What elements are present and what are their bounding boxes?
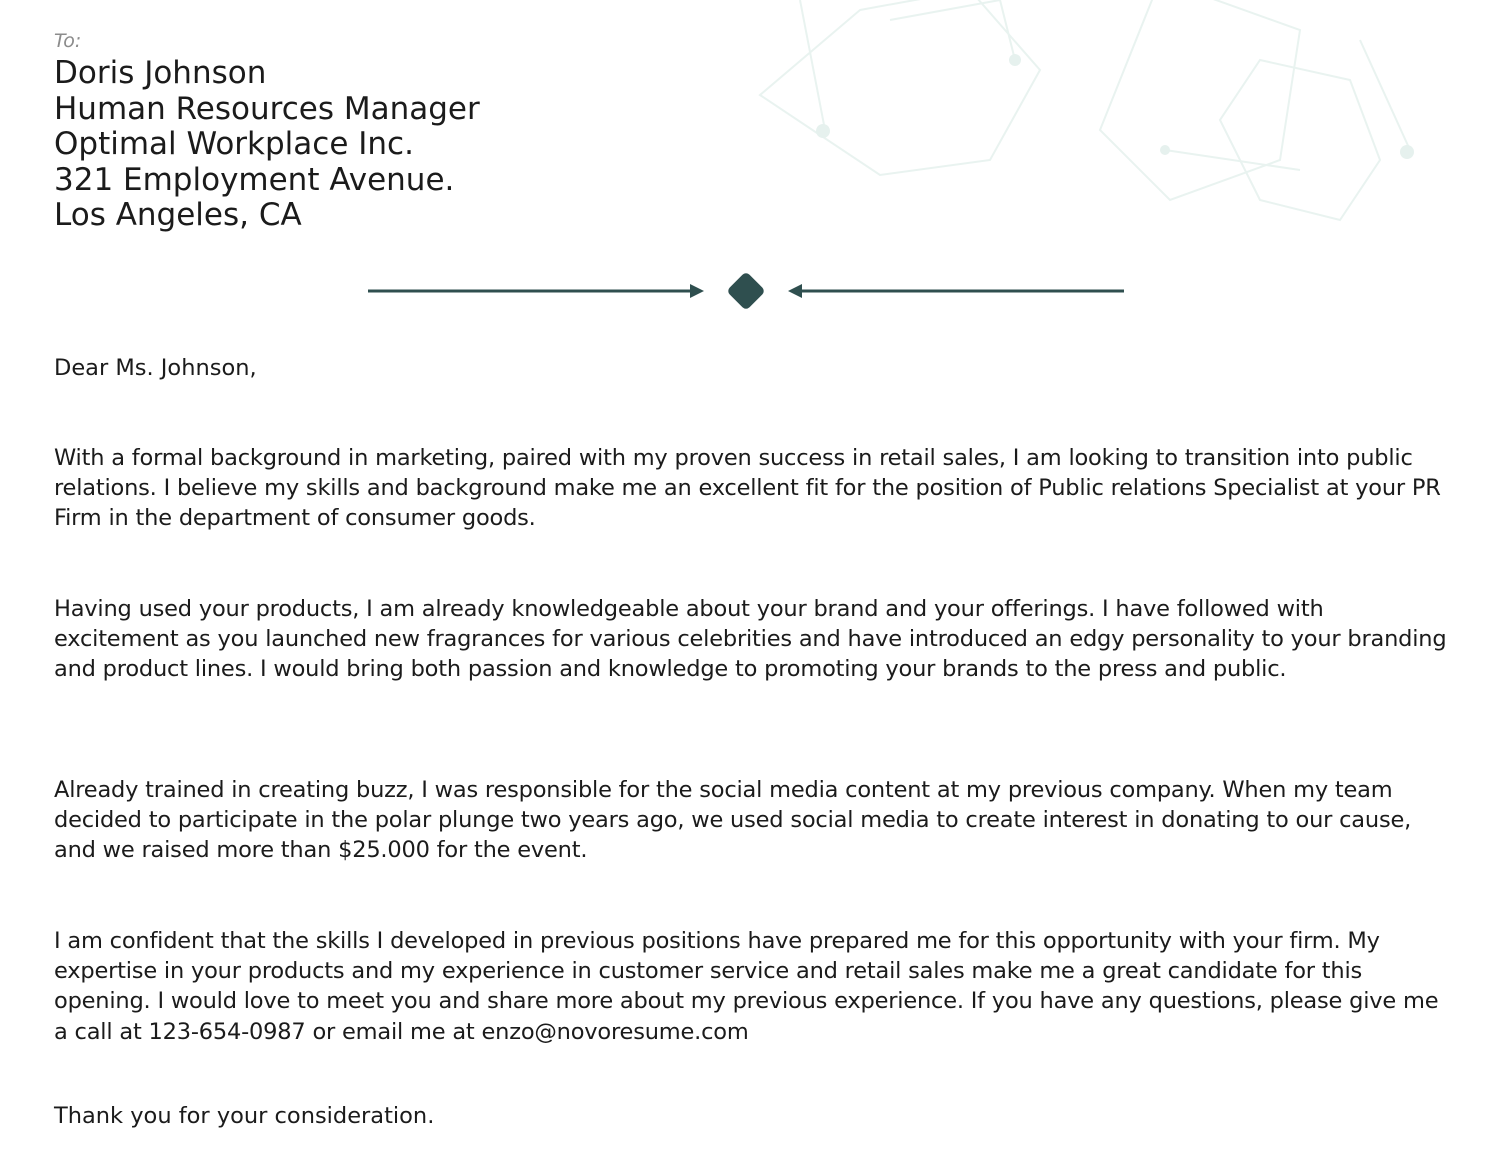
background-hexagon-pattern (740, 0, 1460, 240)
letter-paragraph-3: Already trained in creating buzz, I was responsible for the social media content at my previous company. When my team decided to participate in the polar plunge two years ago, we used social media to create interest in donating to our cause, and we raised more than $25.000 for the event. (54, 777, 1412, 864)
letter-paragraph-2: Having used your products, I am already knowledgeable about your brand and your offerings. I have followed with excitement as you launched new fragrances for various celebrities and have introduced an edgy personality to your branding and product lines. I would bring both passion and knowledge to promoting your brands to the press and public. (54, 596, 1447, 683)
divider-right-arrowhead (788, 284, 802, 298)
recipient-street: 321 Employment Avenue. (54, 161, 455, 198)
salutation: Dear Ms. Johnson, (54, 355, 257, 381)
recipient-city: Los Angeles, CA (54, 197, 302, 233)
recipient-name: Doris Johnson (54, 55, 267, 91)
recipient-title: Human Resources Manager (54, 90, 480, 127)
recipient-company: Optimal Workplace Inc. (54, 126, 414, 162)
to-label: To: (54, 30, 82, 52)
letter-paragraph-1: With a formal background in marketing, paired with my proven success in retail sales, I am looking to transition into public relations. I believe my skills and background make me an excellent fit for the position of Public relations Specialist at your PR Firm in the department of consumer goods. (54, 445, 1441, 532)
recipient-block (54, 28, 480, 234)
divider-diamond (726, 271, 766, 311)
divider-left-arrowhead (690, 284, 704, 298)
closing-line: Thank you for your consideration. (54, 1103, 435, 1129)
letter-paragraph-4: I am confident that the skills I developed in previous positions have prepared me for this opportunity with your firm. My expertise in your products and my experience in customer service and retail sales make me a great candidate for this opening. I would love to meet you and share more about my previous experience. If you have any questions, please give me a call at 123-654-0987 or email me at enzo@novoresume.com (54, 928, 1439, 1045)
